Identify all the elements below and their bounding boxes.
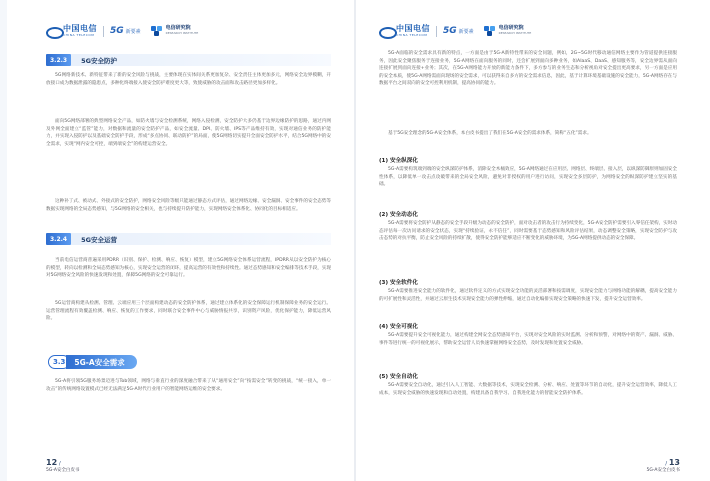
paragraph: 5G-A需要提升安全可视化能力，通过构建全网安全态势感知平台，实现对安全风险的实时监测、分析和预警，对网络中的资产、漏洞、威胁、事件等进行统一的可视化展示，帮助安全运营人员快速掌握网络安全态势，及时发现和处置安全威胁。 (379, 333, 677, 346)
paragraph: 5G-A需要推进安全能力的软件化，通过软件定义的方式实现安全功能的灵活部署和按需调度，实现安全能力与网络功能的解耦，提高安全能力的可扩展性和灵活性，并通过云原生技术实现安全能力的弹性伸缩，通过自动化编排实现安全策略的快速下发，提升安全运营效率。 (379, 289, 677, 302)
paragraph: 当前电信运营商普遍采用PDRR（识别、保护、检测、响应、恢复）模型，建立5G网络安全体系运营流程，IPDRR从以安全防护为核心的模型，转向以检测和全局态势感知为核心，实现安全运营的闭环，提高运营的有效性和持续性。通过态势感知和安全编排等技术手段，实现对5G网络安全风险的快速发现和处置，保障5G网络的安全可靠运行。 (46, 258, 331, 278)
section-title: 5G安全防护 (81, 56, 117, 65)
research-institute-logo (151, 26, 199, 36)
institute-name: 电信研究院 (498, 25, 524, 31)
paragraph: 5G运营商构建从检测、管理、云端应用三个层面构建动态的安全防护体系，通过建立体系化的安全保障运行机制保障业务的安全运行。运营管理流程有效覆盖检测、响应、恢复的工作要求，同时联合安全事件中心与威胁情报共享，识别资产风险，优化保护能力，降低运营风险。 (46, 301, 331, 321)
subheading: (5) 安全自动化 (379, 374, 418, 380)
section-number: 3.2.3 (46, 54, 71, 66)
5g-logo (443, 26, 474, 36)
telecom-logo-icon (46, 25, 60, 37)
paragraph: 5G网络新技术、新特征带来了新的安全风险与挑战，主要体现在实体间关系更加复杂、安全责任主体更加多元，网络安全边界模糊，开放接口成为数据泄露的隐患点，多种化终端接入使安全防护难度更大等，致使威胁的攻击面和攻击路径更加多样化。 (46, 73, 331, 86)
section-title: 5G-A安全需求 (66, 355, 136, 369)
institute-logo-icon (151, 26, 163, 36)
5g-mark: 5G (110, 26, 124, 36)
5g-mark: 5G (443, 26, 457, 36)
paragraph: 5G-A需要构筑端到端的安全纵深防护体系，消除安全木桶效应，5G-A网络通过在应用层、网络层、终端层、接入层，以纵深防御原则加固安全性体系，以降低单一攻击点攻破带来的全局安全风险，避免对非授权的用户进行访问，实现安全多层防护，为网络安全的纵深防护建立坚实的基础。 (379, 167, 677, 187)
page-margin-bar (0, 0, 7, 481)
paragraph: 面向5G网络部署的典型网络安全产品，如防火墙与安全检测系统，网络入侵检测，安全防护大多仍基于边界边缘防护的思路，通过内网及外网全面建立“监管”能力，对数据和流量的安全防护产品，如安全流量、DPI、防火墙、IPS等产品维持有效，实现对通信业务的防护能力，并实现入侵防护以及基础安全防护手段，形成“多点协同、联动防护”的局面，使5G网络切实提升全面安全防护水平，结合5G网络中的安全需求，实现“网内安全可控，端到端安全”的构建运营安全。 (46, 119, 331, 147)
section-heading-3-3 (48, 355, 137, 369)
paragraph: 这种补丁式、被动式、外接式的安全防护，网络安全风险等级只能通过静态方式评估，通过网络边缘、安全漏洞、安全事件的安全态势等数据实现网络的全局态势感知，与5G网络的安全相关，也与持续提升防护能力，实现网络安全体系化、协同化的目标相适应。 (46, 199, 331, 212)
section-title: 5G安全运营 (81, 235, 117, 244)
institute-sub: RESEARCH INSTITUTE (165, 31, 199, 35)
paragraph: 基于5G安全理念的5G-A安全体系，本白皮书提出了我们在5G-A安全的需求体系，简称“五化”需求。 (388, 131, 592, 136)
section-heading-3-2-4 (46, 233, 331, 245)
paragraph: 5G-A面临的安全需求具有新的特点，一方面是由于5G-A新特性带来的安全问题，例如，2G~5G时代移动通信网络主要作为管道提供连接服务，因此安全聚焦服务于连接业务，5G-A网络在面向服务的同时，还会扩展到面向多种业务，如AIaaS、DaaS、感知服务等，安全边界需从面向连接扩展到面向连接+业务；其次，在5G-A网络能力开放的新能力条件下，多方参与的业务生态和分析视角对安全提出更高要求，另一方面是应用的安全本质，使5G-A网络需面向现场的安全需求，可以获得来自多方的安全需求信息，因此，基于计算环境基础设施的安全能力，5G-A网络存在与数据平台之间双向的安全可控利用机制，提高协同的能力。 (379, 51, 677, 86)
book-title: 5G-A安全白皮书 (46, 468, 80, 473)
page-footer: / 13 5G-A安全白皮书 (646, 458, 680, 473)
5g-logo (110, 26, 141, 36)
paragraph: 5G-A需要将安全防护从静态的安全手段升级为动态的安全防护，面对攻击者的攻击行为持续变化，5G-A安全防护需要引入零信任架构，实时动态评估每一次访问请求的安全状态，实现“持续验证，永不信任”，同时需要基于态势感知和风险评估结果，动态调整安全策略，实现安全防护与攻击态势的对抗平衡，防止安全风险的持续扩散，使得安全防护能够适应不断变化的威胁环境，为5G-A网络提供动态的安全保障。 (379, 221, 677, 241)
header-divider (103, 26, 104, 37)
section-number: 3.3 (48, 355, 70, 369)
institute-sub: RESEARCH INSTITUTE (498, 31, 532, 35)
brand-sub: CHINA TELECOM (396, 33, 428, 37)
institute-logo-icon (484, 26, 496, 36)
section-heading-3-2-3 (46, 54, 331, 66)
page-number: 12 (46, 458, 58, 467)
subheading: (1) 安全纵深化 (379, 158, 418, 164)
paragraph: 5G-A需要安全自动化，通过引入人工智能、大数据等技术，实现安全检测、分析、响应、处置等环节的自动化，提升安全运营效率，降低人工成本，实现安全威胁的快速发现和自动处置，构建具备自我学习、自我进化能力的智能安全防护体系。 (379, 383, 677, 396)
subheading: (4) 安全可视化 (379, 324, 418, 330)
5g-text: 新要素 (458, 28, 474, 35)
section-number: 3.2.4 (46, 233, 71, 245)
subheading: (3) 安全软件化 (379, 280, 418, 286)
research-institute-logo (484, 26, 532, 36)
telecom-logo-icon (379, 25, 393, 37)
page-header (46, 20, 335, 42)
5g-text: 新要素 (125, 28, 141, 35)
header-divider (436, 26, 437, 37)
institute-name: 电信研究院 (165, 25, 191, 31)
page-header (379, 20, 690, 42)
china-telecom-logo (379, 25, 430, 37)
page-footer: 12 / 5G-A安全白皮书 (46, 458, 80, 473)
book-title: 5G-A安全白皮书 (646, 468, 680, 473)
china-telecom-logo (46, 25, 97, 37)
brand-sub: CHINA TELECOM (63, 33, 95, 37)
page-number: 13 (668, 458, 680, 467)
brand-name: 中国电信 (396, 24, 430, 33)
brand-name: 中国电信 (63, 24, 97, 33)
paragraph: 5G-A将引领5G服务场景迈进与Tob领域，网络与垂直行业的深度融合带来了从“通用安全”向“按需安全”转变的挑战，“统一接入，单一攻击”的传统网络设置模式已经无法满足5G-A时代行业用户的智能网络运维的安全要求。 (46, 379, 331, 392)
subheading: (2) 安全动态化 (379, 212, 418, 218)
right-page (355, 0, 710, 481)
